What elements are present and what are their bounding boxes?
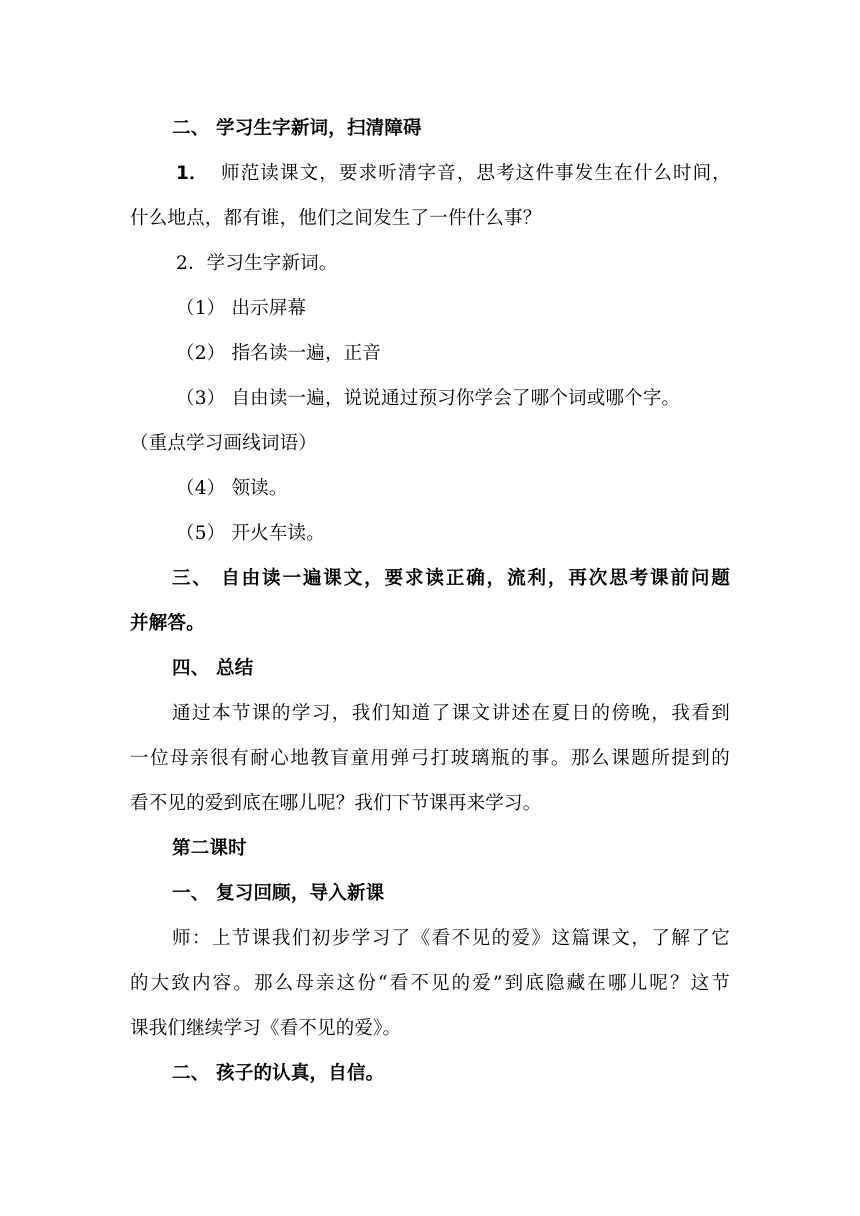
section-heading-3-line-1: 三、 自由读一遍课文，要求读正确，流利，再次思考课前问题 [172, 568, 730, 589]
lesson-2-section-1-heading: 一、 复习回顾，导入新课 [172, 883, 385, 904]
lesson-2-heading: 第二课时 [172, 838, 247, 859]
paragraph-2: 2．学习生字新词。 [176, 253, 338, 274]
summary-line-2: 一位母亲很有耐心地教盲童用弹弓打玻璃瓶的事。那么课题所提到的 [130, 748, 730, 769]
section-heading-2: 二、 学习生字新词，扫清障碍 [172, 118, 422, 139]
summary-line-3: 看不见的爱到底在哪儿呢？我们下节课再来学习。 [130, 793, 542, 814]
list-item-3: （3） 自由读一遍，说说通过预习你学会了哪个词或哪个字。 [176, 388, 681, 409]
list-item-2: （2） 指名读一遍，正音 [176, 343, 382, 364]
number-label: 1． [176, 163, 208, 184]
teacher-line-3: 课我们继续学习《看不见的爱》。 [130, 1018, 402, 1039]
list-item-4: （4） 领读。 [176, 478, 288, 499]
teacher-line-2: 的大致内容。那么母亲这份“看不见的爱”到底隐藏在哪儿呢？这节 [130, 973, 730, 994]
section-heading-4: 四、 总结 [172, 658, 254, 679]
teacher-line-1: 师：上节课我们初步学习了《看不见的爱》这篇课文，了解了它 [172, 928, 730, 949]
paragraph-1-line-2: 什么地点，都有谁，他们之间发生了一件什么事？ [130, 208, 542, 229]
paragraph-1-line-1: 师范读课文，要求听清字音，思考这件事发生在什么时间， [221, 163, 731, 184]
list-item-5: （5） 开火车读。 [176, 523, 325, 544]
section-heading-3-line-2: 并解答。 [130, 613, 205, 634]
list-item-3-note: （重点学习画线词语） [130, 433, 318, 454]
summary-line-1: 通过本节课的学习，我们知道了课文讲述在夏日的傍晚，我看到 [172, 703, 730, 724]
list-item-1: （1） 出示屏幕 [176, 298, 307, 319]
paragraph-number-1 [176, 165, 208, 184]
lesson-2-section-2-heading: 二、 孩子的认真，自信。 [172, 1063, 385, 1084]
